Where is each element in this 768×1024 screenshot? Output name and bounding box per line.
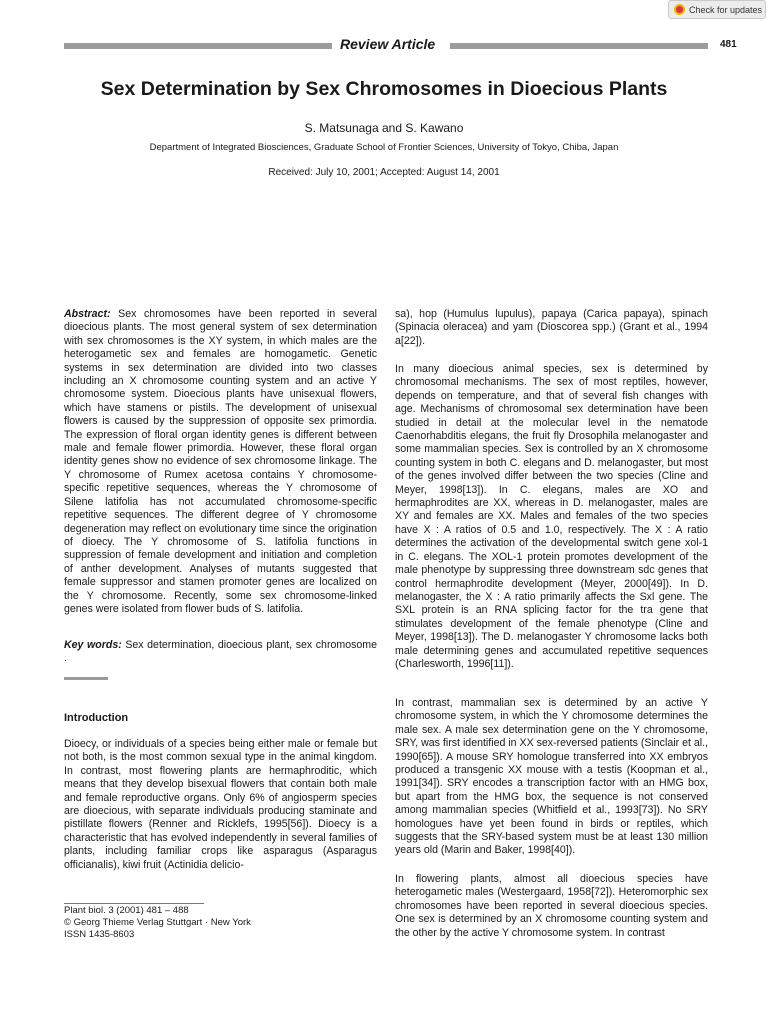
page-number: 481 (720, 39, 737, 50)
body-paragraph-continued (395, 308, 708, 348)
journal-footer (64, 905, 251, 942)
paragraph-text: In contrast, mammalian sex is determined by an active Y chromosome system, in which the Y chromosome determines the male sex. A male sex determination gene on the Y chromosome, SRY, was first identified in XX sex-reversed patients (Sinclair et al., 1990[65]). A mouse SRY homologue transferred into XX embryos produced a transgenic XX mouse with a testis (Koopman et al., 1991[34]). SRY encodes a transcription factor with an HMG box, but apart from the HMG box, the sequence is not conserved among mammalian species (Whitfield et al., 1993[73]). No SRY homologues have yet been found in birds or reptiles, which suggests that the SRY-based system must be at least 130 million years old (Marin and Baker, 1998[40]). (395, 697, 708, 857)
check-for-updates-label: Check for updates (689, 4, 763, 15)
footer-rule (64, 903, 204, 904)
footer-citation: Plant biol. 3 (2001) 481 – 488 (64, 905, 189, 916)
keywords-label: Key words: (64, 639, 122, 651)
introduction-paragraph (64, 738, 377, 872)
abstract (64, 308, 377, 616)
introduction-heading: Introduction (64, 712, 129, 724)
update-icon (674, 4, 685, 15)
received-dates: Received: July 10, 2001; Accepted: August 14, 2001 (268, 167, 500, 178)
intro-text: Dioecy, or individuals of a species being either male or female but not both, is the most common sexual type in the animal kingdom. In contrast, most flowering plants are hermaphroditic, which means that they develop bisexual flowers that contain both male and female reproductive organs. Only 6% of angiosperm species are dioecious, with separate individuals producing staminate and pistillate flowers (Renner and Ricklefs, 1995[56]). Dioecy is a characteristic that has evolved independently in several families of plants, including familiar crops like asparagus (Asparagus officianalis), kiwi fruit (Actinidia delicio- (64, 738, 377, 871)
paragraph-text: In many dioecious animal species, sex is determined by chromosomal mechanisms. The sex of most reptiles, however, depends on temperature, and that of several fish changes with age. Mechanisms of chromosomal sex determination have been studied in detail at the molecular level in the nematode Caenorhabditis elegans, the fruit fly Drosophila melanogaster and some mammalian species. Sex is controlled by an X chromosome counting system in both C. elegans and D. melanogaster, but most of the genes involved differ between the two species (Cline and Meyer, 1998[13]). In C. elegans, males are XO and hermaphrodites are XX, whereas in D. melanogaster, males are XY and females are XX. Males and females of the two species have X : A ratios of 0.5 and 1.0, respectively. The X : A ratio determines the activation of the developmental switch gene xol-1 in C. elegans. The XOL-1 protein promotes development of the male phenotype by suppressing three downstream sdc genes that control hermaphrodite development (Meyer, 2000[49]). In D. melanogaster, the X : A ratio primarily affects the Sxl gene. The SXL protein is an RNA splicing factor for the tra gene that stimulates development of the female phenotype (Cline and Meyer, 1998[13]). The D. melanogaster Y chromosome lacks both male determining genes and accumulated repetitive sequences (Charlesworth, 1996[11]). (395, 363, 708, 670)
section-label: Review Article (340, 36, 436, 52)
keywords (64, 639, 377, 666)
body-paragraph-flowering-plants (395, 873, 708, 940)
authors: S. Matsunaga and S. Kawano (304, 121, 464, 135)
check-for-updates-button[interactable] (668, 0, 766, 19)
keywords-text: Sex determination, dioecious plant, sex chromosome . (64, 639, 377, 665)
abstract-label: Abstract: (64, 308, 111, 320)
footer-issn: ISSN 1435-8603 (64, 929, 135, 941)
paper-title: Sex Determination by Sex Chromosomes in Dioecious Plants (100, 78, 668, 100)
header-rule-right (450, 43, 708, 49)
paragraph-text: In flowering plants, almost all dioecious species have heterogametic males (Westergaard, 1958[72]). Heteromorphic sex chromosomes have been reported in several dioecious species. One sex is determined by an X chromosome counting system and the other by the active Y chromosome system. In contrast (395, 873, 708, 939)
section-divider (64, 677, 108, 680)
paragraph-text: sa), hop (Humulus lupulus), papaya (Carica papaya), spinach (Spinacia oleracea) and yam (Dioscorea spp.) (Grant et al., 1994 a[22]). (395, 308, 708, 347)
header-rule-left (64, 43, 332, 49)
footer-publisher: © Georg Thieme Verlag Stuttgart · New York (64, 917, 251, 929)
affiliation: Department of Integrated Biosciences, Graduate School of Frontier Sciences, University of Tokyo, Chiba, Japan (149, 142, 619, 153)
body-paragraph-mammalian-sex (395, 697, 708, 858)
abstract-text: Sex chromosomes have been reported in several dioecious plants. The most general system of sex determination with sex chromosomes is the XY system, in which males are the heterogametic sex and females are homogametic. Genetic systems in sex determination are divided into two classes including an X chromosome counting system and an active Y chromosome system. Dioecious plants have unisexual flowers, which have stamens or pistils. The development of unisexual flowers is caused by the suppression of opposite sex primordia. The expression of floral organ identity genes is different between male and female flower primordia. However, these floral organ identity genes show no evidence of sex chromosome linkage. The Y chromosome of Rumex acetosa contains Y chromosome-specific repetitive sequences, whereas the Y chromosome of Silene latifolia has not accumulated chromosome-specific repetitive sequences. The different degree of Y chromosome degeneration may reflect on evolutionary time since the origination of dioecy. The Y chromosome of S. latifolia functions in suppression of female development and initiation and completion of anther development. Analyses of mutants suggested that female suppressor and stamen promoter genes are localized on the Y chromosome. Recently, some sex chromosome-linked genes were isolated from flower buds of S. latifolia. (64, 308, 377, 615)
body-paragraph-animal-sex (395, 363, 708, 671)
